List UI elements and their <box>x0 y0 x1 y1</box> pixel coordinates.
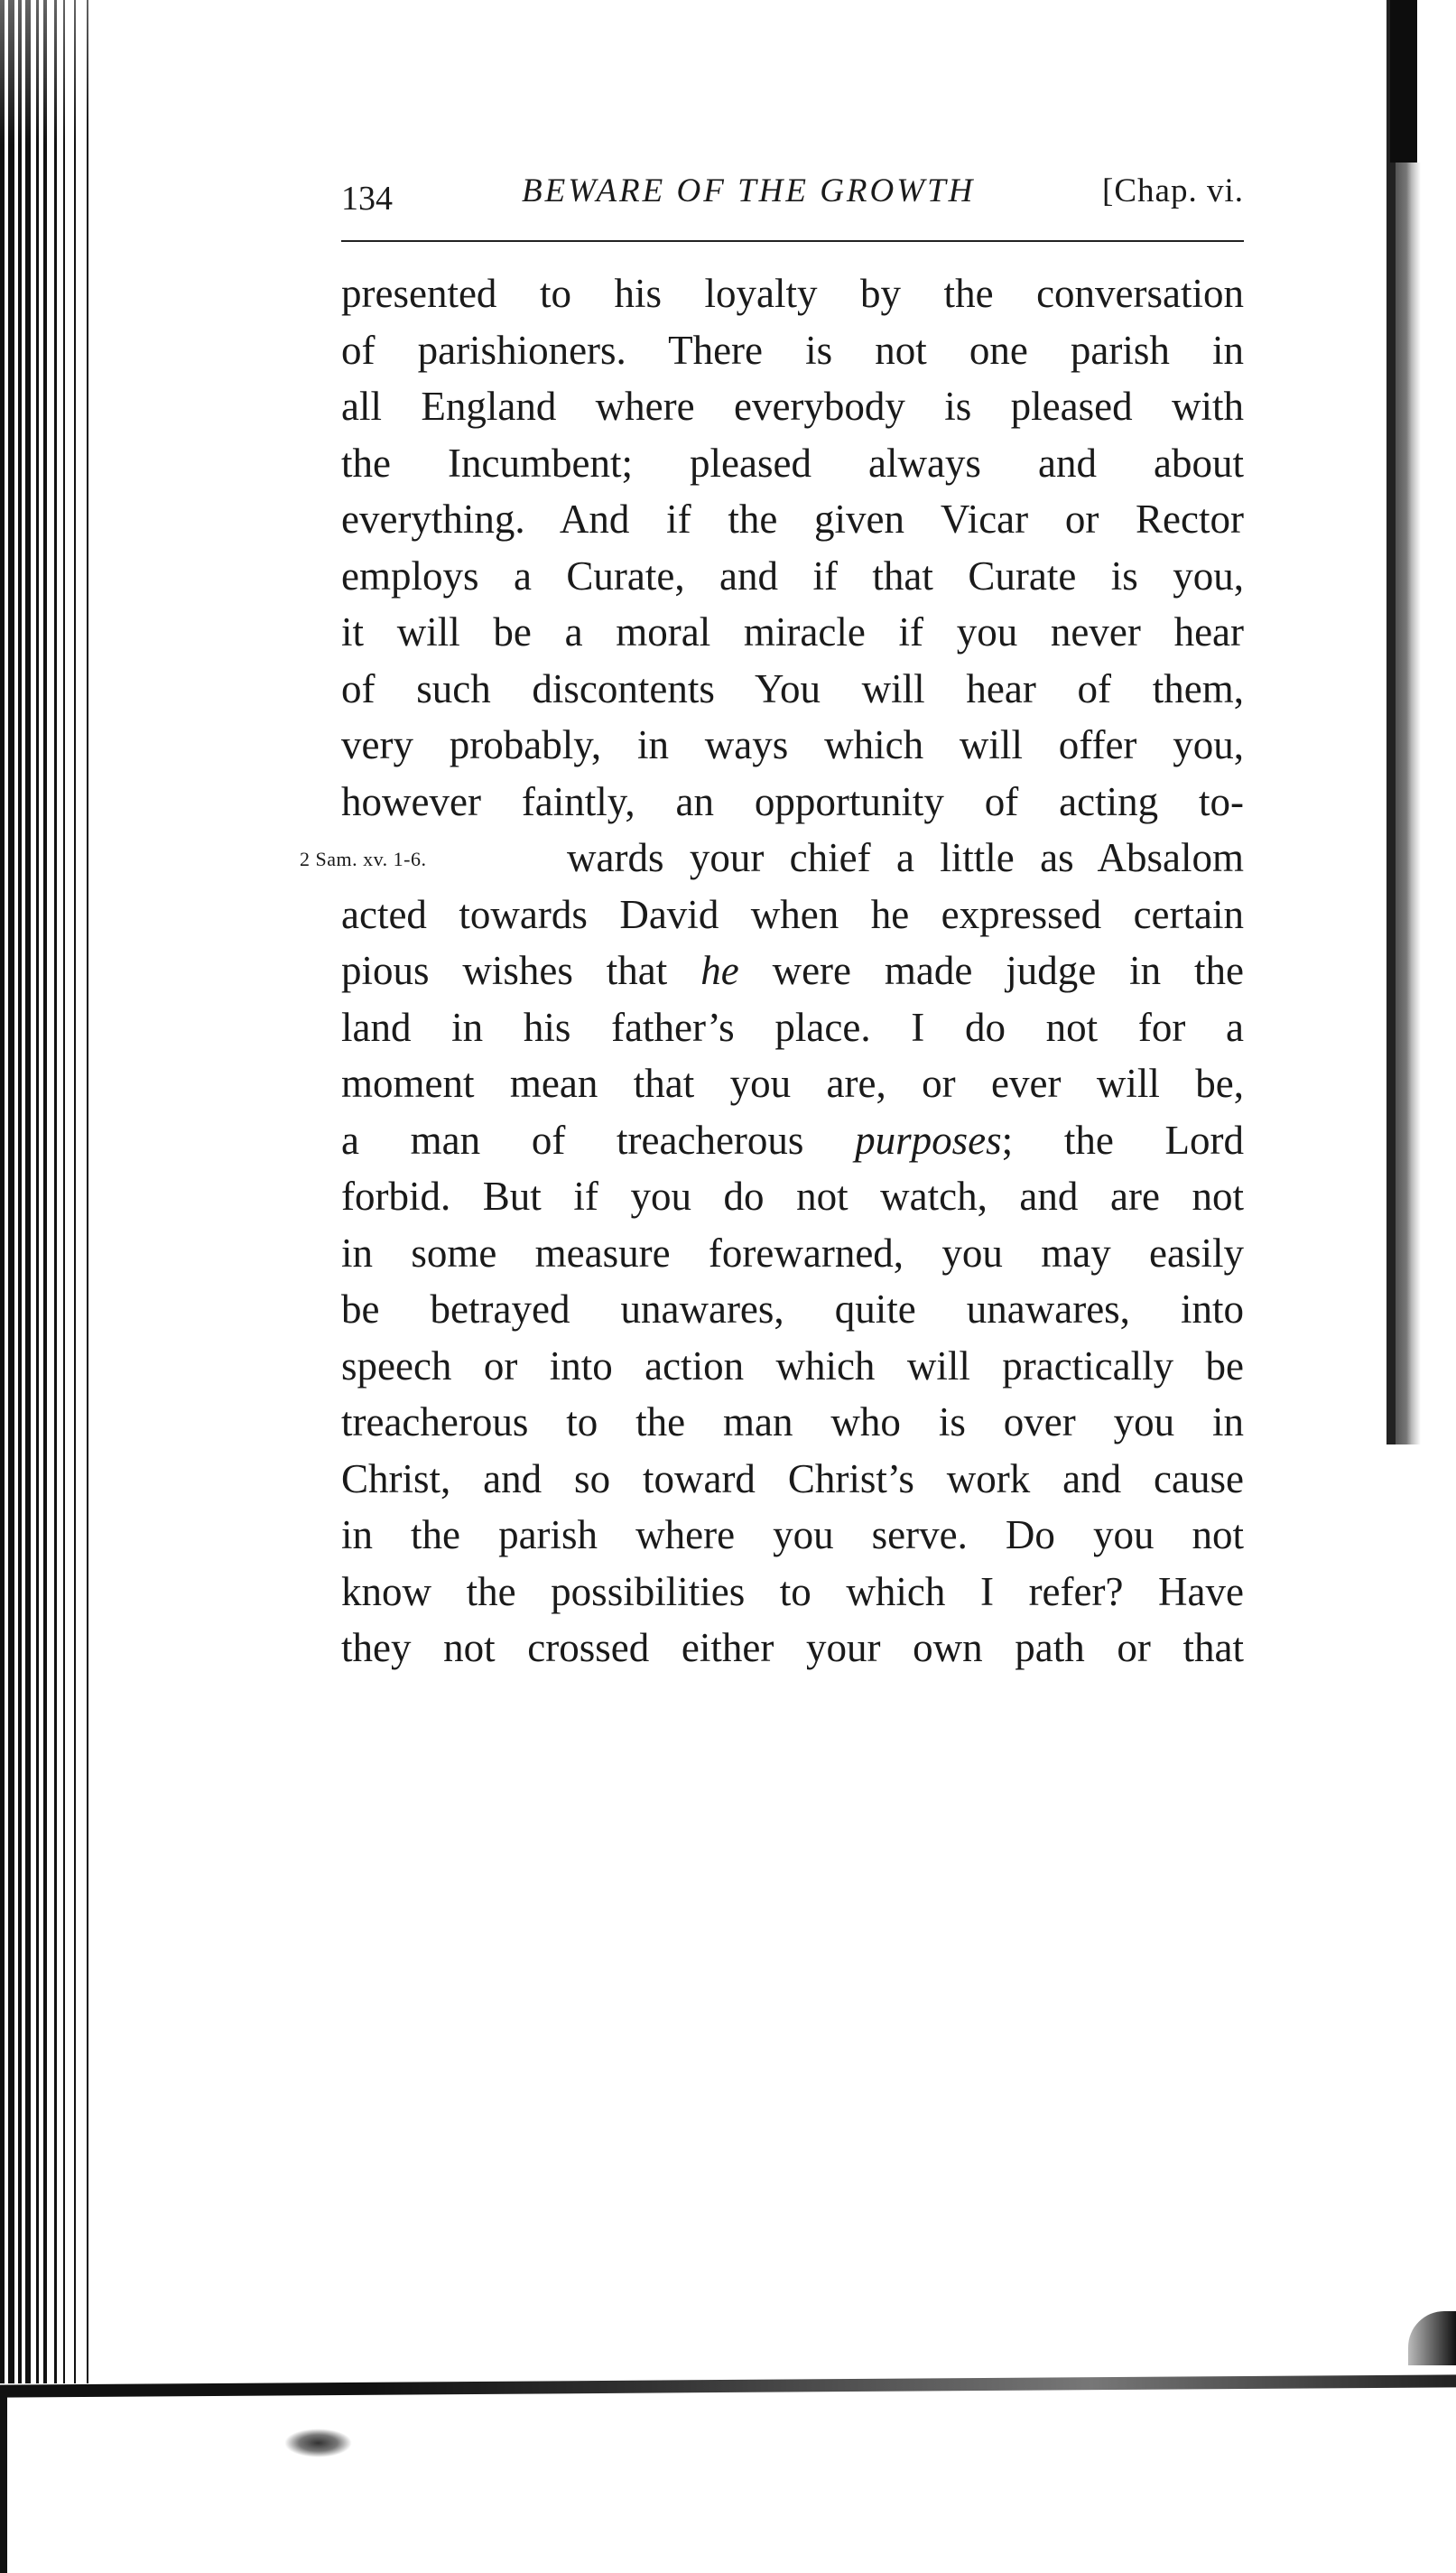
text-line <box>341 774 1244 831</box>
line-text: moment mean that you are, or ever will be, <box>341 1061 1244 1106</box>
line-text: treacherous to the man who is over you in <box>341 1399 1244 1444</box>
text-line <box>341 999 1244 1056</box>
line-text: the Incumbent; pleased always and about <box>341 440 1244 486</box>
line-text: know the possibilities to which I refer? Have <box>341 1568 1244 1614</box>
text-line <box>341 830 1244 887</box>
text-line <box>341 1112 1244 1169</box>
text-line <box>341 1507 1244 1564</box>
page-edge-left <box>0 0 107 2383</box>
line-text: it will be a moral miracle if you never hear <box>341 609 1244 655</box>
text-line <box>341 1564 1244 1621</box>
text-line <box>341 322 1244 379</box>
line-text: forbid. But if you do not watch, and are not <box>341 1174 1244 1219</box>
line-text: be betrayed unawares, quite unawares, into <box>341 1286 1244 1332</box>
scan-smudge <box>284 2429 352 2457</box>
page-edge-right-foot <box>1408 2311 1456 2365</box>
text-line <box>341 1620 1244 1677</box>
text-line <box>341 1451 1244 1508</box>
running-head <box>341 172 1244 222</box>
page-edge-right-top <box>1354 0 1456 163</box>
text-line <box>341 1225 1244 1282</box>
line-text: wards your chief a little as Absalom <box>567 835 1244 880</box>
line-text: pious wishes that <box>341 948 701 993</box>
text-line <box>341 661 1244 718</box>
emphasis-text: purposes <box>855 1117 1002 1163</box>
line-text: ; the Lord <box>1001 1117 1244 1163</box>
chapter-reference: [Chap. vi. <box>1102 172 1244 209</box>
page-number: 134 <box>341 180 393 218</box>
line-text: acted towards David when he expressed certain <box>341 891 1244 937</box>
emphasis-text: he <box>700 948 739 993</box>
text-line <box>341 435 1244 492</box>
line-text: a man of treacherous <box>341 1117 856 1163</box>
text-line <box>341 887 1244 943</box>
text-line <box>341 1338 1244 1395</box>
page-edge-left-fade <box>0 0 107 144</box>
body-text <box>341 265 1244 1677</box>
text-line <box>341 491 1244 548</box>
text-line <box>341 548 1244 605</box>
text-line <box>341 1394 1244 1451</box>
line-text: presented to his loyalty by the conversation <box>341 271 1244 316</box>
header-rule <box>341 240 1244 242</box>
text-line <box>341 378 1244 435</box>
line-text: they not crossed either your own path or that <box>341 1625 1244 1670</box>
text-line <box>341 1281 1244 1338</box>
line-text: land in his father’s place. I do not for a <box>341 1004 1244 1050</box>
text-line <box>341 1168 1244 1225</box>
text-line <box>341 717 1244 774</box>
line-text: in the parish where you serve. Do you not <box>341 1512 1244 1557</box>
line-text: everything. And if the given Vicar or Rector <box>341 497 1244 542</box>
line-text: of parishioners. There is not one parish in <box>341 327 1244 373</box>
text-line <box>341 265 1244 322</box>
running-title: BEWARE OF THE GROWTH <box>522 172 976 209</box>
text-line <box>341 1055 1244 1112</box>
line-text: employs a Curate, and if that Curate is you, <box>341 553 1244 599</box>
line-text: however faintly, an opportunity of acting to- <box>341 778 1244 824</box>
line-text: were made judge in the <box>738 948 1244 993</box>
line-text: very probably, in ways which will offer you, <box>341 722 1244 767</box>
line-text: Christ, and so toward Christ’s work and cause <box>341 1455 1244 1501</box>
page-edge-left-foot <box>0 2392 7 2573</box>
margin-note-citation: 2 Sam. xv. 1-6. <box>300 848 427 870</box>
text-line <box>341 943 1244 999</box>
page-edge-right <box>1354 0 1456 1444</box>
text-line <box>341 604 1244 661</box>
line-text: of such discontents You will hear of them, <box>341 665 1244 711</box>
line-text: speech or into action which will practically be <box>341 1342 1244 1389</box>
line-text: in some measure forewarned, you may easily <box>341 1230 1244 1276</box>
line-text: all England where everybody is pleased with <box>341 384 1244 429</box>
page-edge-bottom <box>0 2374 1456 2397</box>
